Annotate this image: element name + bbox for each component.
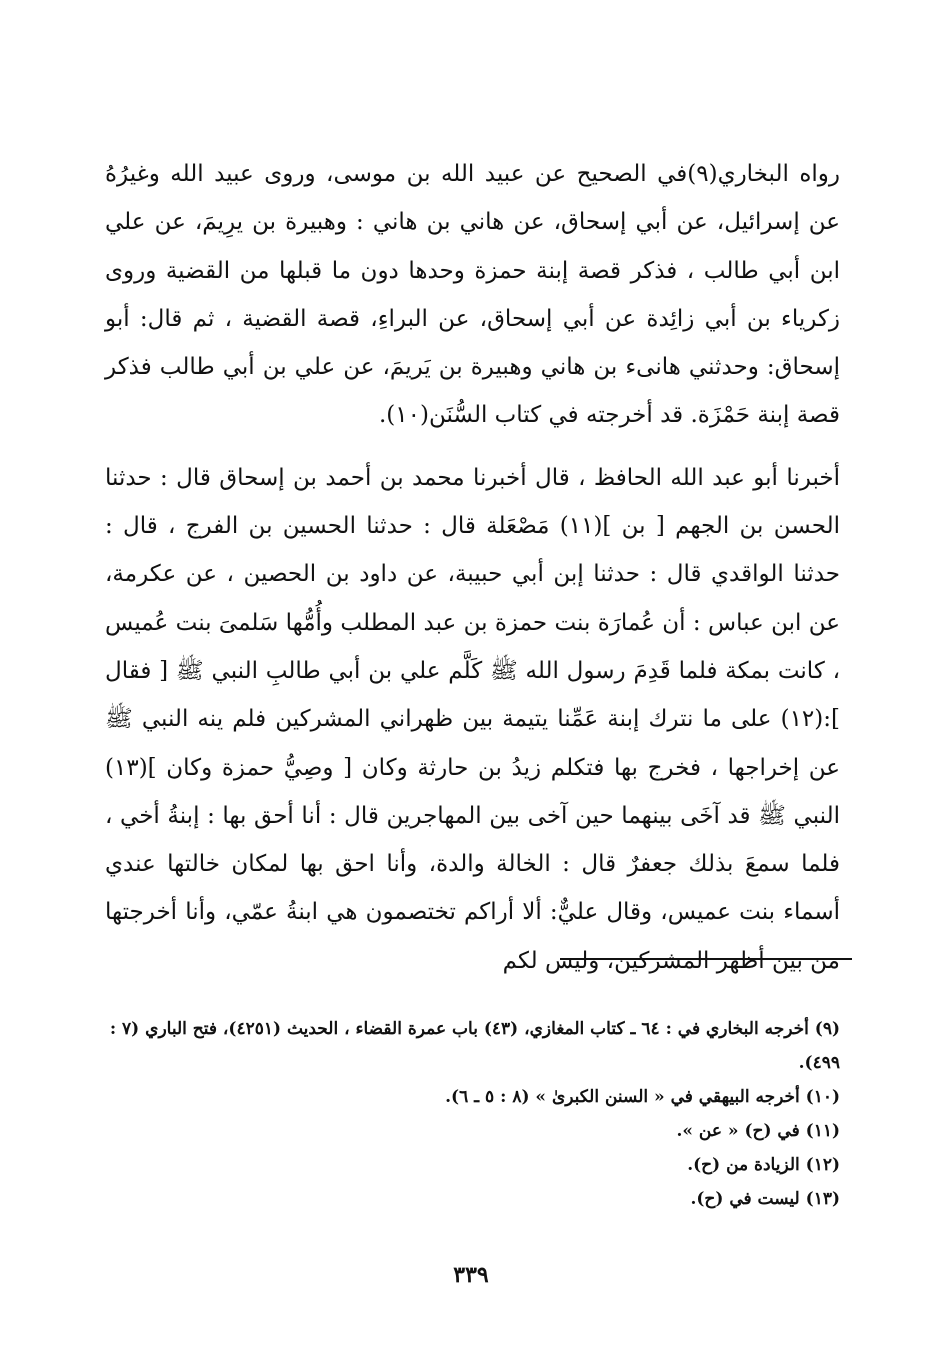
footnote-divider (560, 958, 852, 960)
footnote-12: (١٢) الزيادة من (ح). (687, 1155, 840, 1175)
footnote-9: (٩) أخرجه البخاري في : ٦٤ ـ كتاب المغازي، (٤٣) باب عمرة القضاء ، الحديث (٤٢٥١)، فتح الباري (٧ : ٤٩٩). (109, 1019, 840, 1073)
page-number: ٣٣٩ (453, 1262, 489, 1288)
footnote-11: (١١) في (ح) « عن ». (676, 1121, 840, 1141)
footnote-10: (١٠) أخرجه البيهقي في « السنن الكبرىٰ » (٨ : ٥ ـ ٦). (445, 1087, 840, 1107)
footnotes-section (105, 1012, 840, 1216)
paragraph-1: رواه البخاري(٩)في الصحيح عن عبيد الله بن موسى، وروى عبيد الله وغيرُهُ عن إسرائيل، عن أبي إسحاق، عن هاني بن هاني : وهبيرة بن يرِيمَ، عن علي ابن أبي طالب ، فذكر قصة إبنة حمزة وحدها دون ما قبلها من القضية وروى زكرياء بن أبي زائِدة عن أبي إسحاق، عن البراءِ، قصة القضية ، ثم قال: أبو إسحاق: وحدثني هانىء بن هاني وهبيرة بن يَريمَ، عن علي بن أبي طالب فذكر قصة إبنة حَمْزَة. قد أخرجته في كتاب السُّنَن(١٠). (105, 161, 840, 429)
footnote-13: (١٣) ليست في (ح). (690, 1189, 840, 1209)
paragraph-2: أخبرنا أبو عبد الله الحافظ ، قال أخبرنا محمد بن أحمد بن إسحاق قال : حدثنا الحسن بن الجهم [ بن ](١١) مَصْعَلة قال : حدثنا الحسين بن الفرج ، قال : حدثنا الواقدي قال : حدثنا إبن أبي حبيبة، عن داود بن الحصين ، عن عكرمة، عن ابن عباس : أن عُمارَة بنت حمزة بن عبد المطلب وأُمُّها سَلمىَ بنت عُميس ، كانت بمكة فلما قَدِمَ رسول الله ﷺ كَلَّم علي بن أبي طالبِ النبي ﷺ [ فقال ]:(١٢) على ما نترك إبنة عَمِّنا يتيمة بين ظهراني المشركين فلم ينه النبي ﷺ عن إخراجها ، فخرج بها فتكلم زيدُ بن حارثة وكان [ وصِيُّ حمزة وكان ](١٣) النبي ﷺ قد آخَى بينهما حين آخى بين المهاجرين قال : أنا أحق بها : إبنةُ أخي ، فلما سمعَ بذلك جعفرٌ قال : الخالة والدة، وأنا احق بها لمكان خالتها عندي أسماء بنت عميس، وقال عليٌّ: ألا أراكم تختصمون هي ابنةُ عمّي، وأنا أخرجتها من بين أظهر المشركين، وليس لكم (105, 464, 840, 974)
main-text-block (105, 150, 840, 985)
